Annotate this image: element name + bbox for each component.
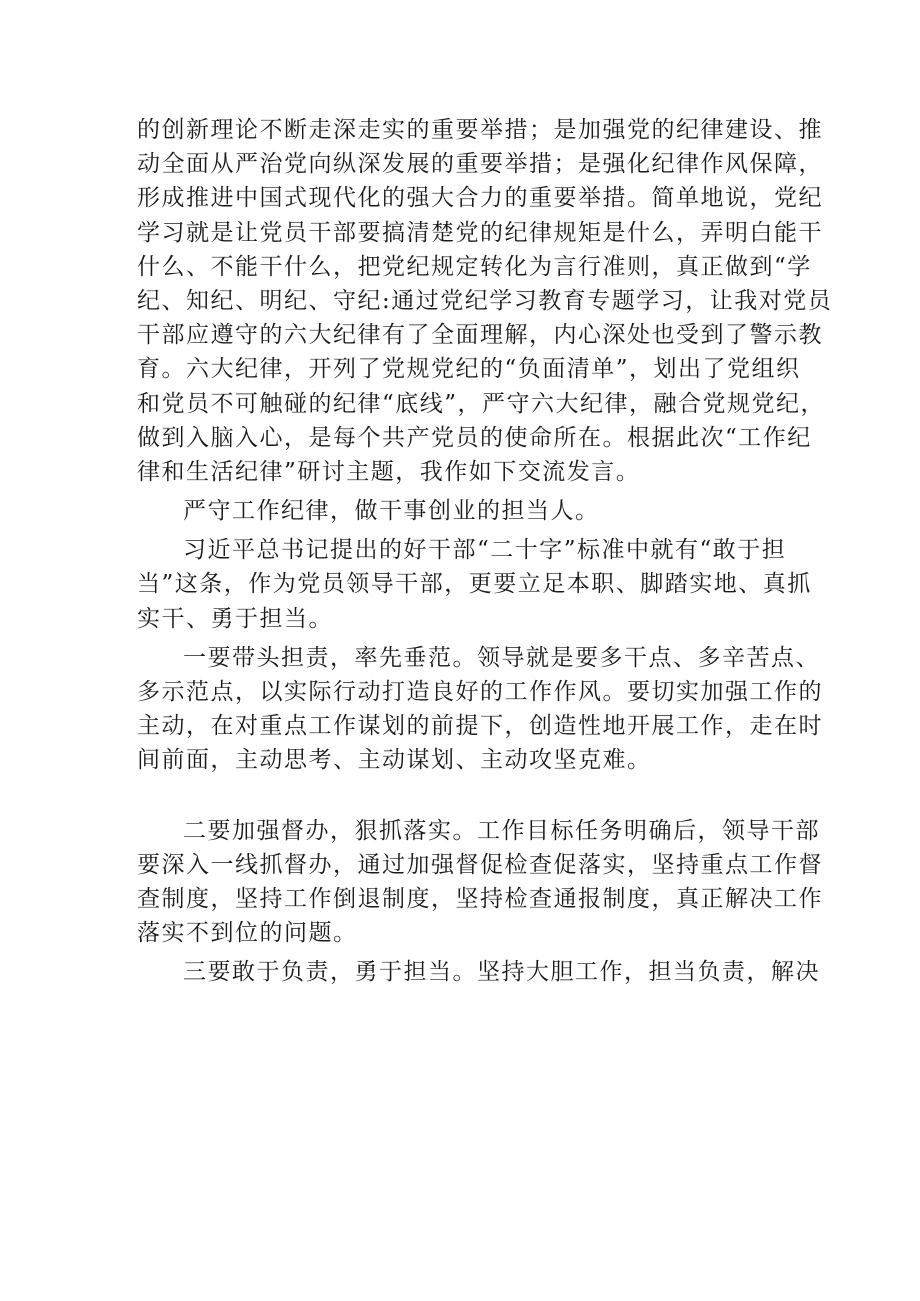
text-line: 当”这条，作为党员领导干部，更要立足本职、脚踏实地、真抓 [137, 571, 812, 598]
text-line: 什么、不能干什么，把党纪规定转化为言行准则，真正做到“学 [137, 253, 812, 280]
text-line: 查制度，坚持工作倒退制度，坚持检查通报制度，真正解决工作 [137, 885, 823, 912]
text-line: 律和生活纪律”研讨主题，我作如下交流发言。 [137, 458, 641, 485]
document-body [137, 113, 833, 990]
text-line: 主动，在对重点工作谋划的前提下，创造性地开展工作，走在时 [137, 713, 823, 740]
text-line: 学习就是让党员干部要搞清楚党的纪律规矩是什么，弄明白能干 [137, 219, 823, 246]
text-line: 和党员不可触碰的纪律“底线”，严守六大纪律，融合党规党纪， [137, 390, 826, 417]
text-line: 做到入脑入心，是每个共产党员的使命所在。根据此次“工作纪 [137, 424, 812, 451]
text-line: 形成推进中国式现代化的强大合力的重要举措。简单地说，党纪 [137, 185, 823, 212]
section-heading: 严守工作纪律，做干事创业的担当人。 [183, 498, 600, 525]
text-line: 习近平总书记提出的好干部“二十字”标准中就有“敢于担 [183, 537, 787, 564]
text-line: 多示范点，以实际行动打造良好的工作作风。要切实加强工作的 [137, 679, 823, 705]
text-line: 实干、勇于担当。 [137, 605, 333, 632]
text-line: 的创新理论不断走深走实的重要举措；是加强党的纪律建设、推 [137, 117, 823, 143]
text-line: 要深入一线抓督办，通过加强督促检查促落实，坚持重点工作督 [137, 851, 823, 878]
text-line: 一要带头担责，率先垂范。领导就是要多干点、多辛苦点、 [183, 644, 820, 671]
text-line: 育。六大纪律，开列了党规党纪的“负面清单”，划出了党组织 [137, 356, 801, 383]
text-line: 落实不到位的问题。 [137, 920, 358, 947]
text-line: 间前面，主动思考、主动谋划、主动攻坚克难。 [137, 747, 652, 774]
text-line: 动全面从严治党向纵深发展的重要举措；是强化纪律作风保障， [137, 151, 823, 178]
text-line: 干部应遵守的六大纪律有了全面理解，内心深处也受到了警示教 [137, 322, 823, 349]
text-line: 纪、知纪、明纪、守纪:通过党纪学习教育专题学习，让我对党员 [137, 287, 833, 314]
text-line: 三要敢于负责，勇于担当。坚持大胆工作，担当负责，解决 [183, 959, 820, 986]
text-line: 二要加强督办，狠抓落实。工作目标任务明确后，领导干部 [183, 817, 820, 844]
